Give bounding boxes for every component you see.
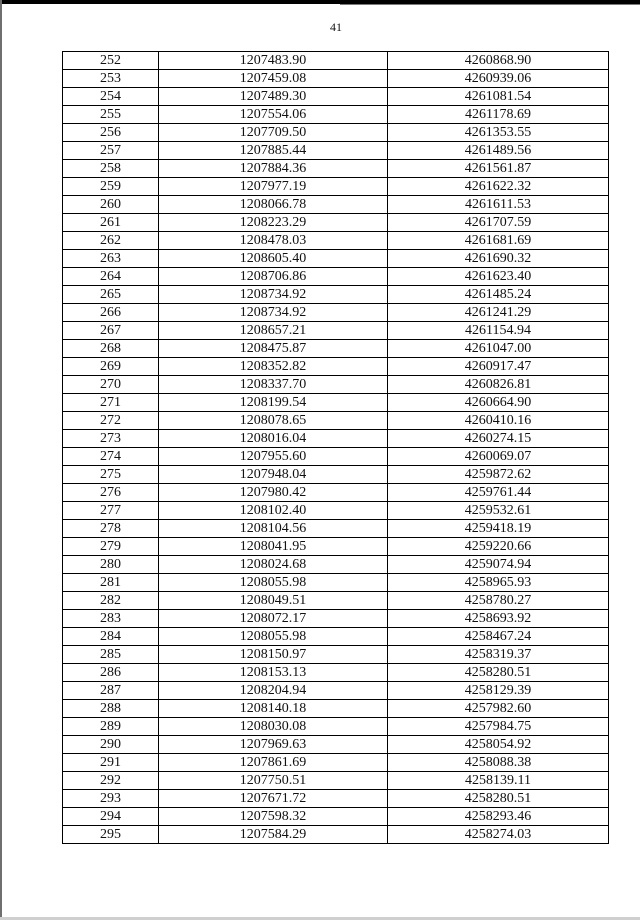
x-coordinate-cell: 1207584.29 xyxy=(159,826,388,844)
x-coordinate-cell: 1208049.51 xyxy=(159,592,388,610)
table-row xyxy=(63,718,609,736)
point-number-cell: 290 xyxy=(63,736,159,754)
y-coordinate-cell: 4261178.69 xyxy=(388,106,609,124)
y-coordinate-cell: 4260664.90 xyxy=(388,394,609,412)
y-coordinate-cell: 4261154.94 xyxy=(388,322,609,340)
point-number-cell: 280 xyxy=(63,556,159,574)
y-coordinate-cell: 4258693.92 xyxy=(388,610,609,628)
x-coordinate-cell: 1207709.50 xyxy=(159,124,388,142)
point-number-cell: 295 xyxy=(63,826,159,844)
x-coordinate-cell: 1208072.17 xyxy=(159,610,388,628)
y-coordinate-cell: 4260917.47 xyxy=(388,358,609,376)
y-coordinate-cell: 4261623.40 xyxy=(388,268,609,286)
table-row xyxy=(63,250,609,268)
point-number-cell: 263 xyxy=(63,250,159,268)
coordinates-table-body xyxy=(63,52,609,844)
x-coordinate-cell: 1207750.51 xyxy=(159,772,388,790)
page-number: 41 xyxy=(330,20,342,34)
point-number-cell: 283 xyxy=(63,610,159,628)
y-coordinate-cell: 4258129.39 xyxy=(388,682,609,700)
x-coordinate-cell: 1207948.04 xyxy=(159,466,388,484)
y-coordinate-cell: 4259872.62 xyxy=(388,466,609,484)
table-row xyxy=(63,376,609,394)
table-row xyxy=(63,142,609,160)
y-coordinate-cell: 4261707.59 xyxy=(388,214,609,232)
y-coordinate-cell: 4261489.56 xyxy=(388,142,609,160)
point-number-cell: 274 xyxy=(63,448,159,466)
table-row xyxy=(63,826,609,844)
y-coordinate-cell: 4258088.38 xyxy=(388,754,609,772)
y-coordinate-cell: 4258274.03 xyxy=(388,826,609,844)
point-number-cell: 257 xyxy=(63,142,159,160)
x-coordinate-cell: 1208337.70 xyxy=(159,376,388,394)
x-coordinate-cell: 1207554.06 xyxy=(159,106,388,124)
x-coordinate-cell: 1208140.18 xyxy=(159,700,388,718)
point-number-cell: 254 xyxy=(63,88,159,106)
y-coordinate-cell: 4260868.90 xyxy=(388,52,609,70)
x-coordinate-cell: 1208657.21 xyxy=(159,322,388,340)
y-coordinate-cell: 4259532.61 xyxy=(388,502,609,520)
point-number-cell: 289 xyxy=(63,718,159,736)
y-coordinate-cell: 4258280.51 xyxy=(388,790,609,808)
table-row xyxy=(63,574,609,592)
x-coordinate-cell: 1207483.90 xyxy=(159,52,388,70)
x-coordinate-cell: 1207598.32 xyxy=(159,808,388,826)
point-number-cell: 292 xyxy=(63,772,159,790)
table-row xyxy=(63,628,609,646)
x-coordinate-cell: 1207885.44 xyxy=(159,142,388,160)
table-row xyxy=(63,160,609,178)
x-coordinate-cell: 1207977.19 xyxy=(159,178,388,196)
y-coordinate-cell: 4258293.46 xyxy=(388,808,609,826)
point-number-cell: 260 xyxy=(63,196,159,214)
point-number-cell: 267 xyxy=(63,322,159,340)
point-number-cell: 264 xyxy=(63,268,159,286)
point-number-cell: 291 xyxy=(63,754,159,772)
point-number-cell: 255 xyxy=(63,106,159,124)
y-coordinate-cell: 4258965.93 xyxy=(388,574,609,592)
point-number-cell: 256 xyxy=(63,124,159,142)
y-coordinate-cell: 4260069.07 xyxy=(388,448,609,466)
table-row xyxy=(63,214,609,232)
y-coordinate-cell: 4261690.32 xyxy=(388,250,609,268)
y-coordinate-cell: 4261241.29 xyxy=(388,304,609,322)
y-coordinate-cell: 4261622.32 xyxy=(388,178,609,196)
point-number-cell: 259 xyxy=(63,178,159,196)
x-coordinate-cell: 1208102.40 xyxy=(159,502,388,520)
y-coordinate-cell: 4261485.24 xyxy=(388,286,609,304)
point-number-cell: 269 xyxy=(63,358,159,376)
table-row xyxy=(63,736,609,754)
y-coordinate-cell: 4261047.00 xyxy=(388,340,609,358)
table-row xyxy=(63,808,609,826)
table-row xyxy=(63,700,609,718)
x-coordinate-cell: 1208605.40 xyxy=(159,250,388,268)
table-row xyxy=(63,286,609,304)
table-row xyxy=(63,178,609,196)
y-coordinate-cell: 4259074.94 xyxy=(388,556,609,574)
point-number-cell: 253 xyxy=(63,70,159,88)
point-number-cell: 266 xyxy=(63,304,159,322)
table-row xyxy=(63,394,609,412)
table-row xyxy=(63,430,609,448)
table-row xyxy=(63,88,609,106)
table-row xyxy=(63,304,609,322)
point-number-cell: 268 xyxy=(63,340,159,358)
y-coordinate-cell: 4260939.06 xyxy=(388,70,609,88)
table-row xyxy=(63,70,609,88)
table-row xyxy=(63,268,609,286)
y-coordinate-cell: 4261611.53 xyxy=(388,196,609,214)
y-coordinate-cell: 4257984.75 xyxy=(388,718,609,736)
table-row xyxy=(63,682,609,700)
coordinates-table xyxy=(62,51,609,844)
table-row xyxy=(63,592,609,610)
point-number-cell: 271 xyxy=(63,394,159,412)
x-coordinate-cell: 1208478.03 xyxy=(159,232,388,250)
y-coordinate-cell: 4261561.87 xyxy=(388,160,609,178)
x-coordinate-cell: 1207861.69 xyxy=(159,754,388,772)
y-coordinate-cell: 4258054.92 xyxy=(388,736,609,754)
point-number-cell: 278 xyxy=(63,520,159,538)
point-number-cell: 287 xyxy=(63,682,159,700)
point-number-cell: 252 xyxy=(63,52,159,70)
point-number-cell: 277 xyxy=(63,502,159,520)
x-coordinate-cell: 1208204.94 xyxy=(159,682,388,700)
x-coordinate-cell: 1207969.63 xyxy=(159,736,388,754)
x-coordinate-cell: 1208016.04 xyxy=(159,430,388,448)
table-row xyxy=(63,520,609,538)
table-row xyxy=(63,754,609,772)
point-number-cell: 286 xyxy=(63,664,159,682)
y-coordinate-cell: 4260274.15 xyxy=(388,430,609,448)
x-coordinate-cell: 1208734.92 xyxy=(159,304,388,322)
y-coordinate-cell: 4257982.60 xyxy=(388,700,609,718)
y-coordinate-cell: 4258319.37 xyxy=(388,646,609,664)
point-number-cell: 276 xyxy=(63,484,159,502)
point-number-cell: 272 xyxy=(63,412,159,430)
table-row xyxy=(63,340,609,358)
table-row xyxy=(63,610,609,628)
point-number-cell: 284 xyxy=(63,628,159,646)
y-coordinate-cell: 4261681.69 xyxy=(388,232,609,250)
scan-line-top-right xyxy=(340,4,640,5)
point-number-cell: 294 xyxy=(63,808,159,826)
point-number-cell: 293 xyxy=(63,790,159,808)
x-coordinate-cell: 1207955.60 xyxy=(159,448,388,466)
scan-edge-left xyxy=(0,0,2,920)
table-row xyxy=(63,358,609,376)
x-coordinate-cell: 1207459.08 xyxy=(159,70,388,88)
x-coordinate-cell: 1208104.56 xyxy=(159,520,388,538)
x-coordinate-cell: 1207884.36 xyxy=(159,160,388,178)
x-coordinate-cell: 1208078.65 xyxy=(159,412,388,430)
x-coordinate-cell: 1207671.72 xyxy=(159,790,388,808)
table-row xyxy=(63,790,609,808)
x-coordinate-cell: 1208153.13 xyxy=(159,664,388,682)
x-coordinate-cell: 1208475.87 xyxy=(159,340,388,358)
table-row xyxy=(63,646,609,664)
point-number-cell: 275 xyxy=(63,466,159,484)
point-number-cell: 273 xyxy=(63,430,159,448)
x-coordinate-cell: 1208706.86 xyxy=(159,268,388,286)
y-coordinate-cell: 4258780.27 xyxy=(388,592,609,610)
point-number-cell: 281 xyxy=(63,574,159,592)
point-number-cell: 279 xyxy=(63,538,159,556)
point-number-cell: 262 xyxy=(63,232,159,250)
table-row xyxy=(63,502,609,520)
table-row xyxy=(63,772,609,790)
y-coordinate-cell: 4261081.54 xyxy=(388,88,609,106)
x-coordinate-cell: 1208150.97 xyxy=(159,646,388,664)
table-row xyxy=(63,196,609,214)
x-coordinate-cell: 1207489.30 xyxy=(159,88,388,106)
x-coordinate-cell: 1208066.78 xyxy=(159,196,388,214)
point-number-cell: 270 xyxy=(63,376,159,394)
table-row xyxy=(63,412,609,430)
y-coordinate-cell: 4259761.44 xyxy=(388,484,609,502)
y-coordinate-cell: 4259220.66 xyxy=(388,538,609,556)
table-row xyxy=(63,484,609,502)
x-coordinate-cell: 1208030.08 xyxy=(159,718,388,736)
point-number-cell: 265 xyxy=(63,286,159,304)
x-coordinate-cell: 1208352.82 xyxy=(159,358,388,376)
y-coordinate-cell: 4258280.51 xyxy=(388,664,609,682)
x-coordinate-cell: 1208199.54 xyxy=(159,394,388,412)
y-coordinate-cell: 4261353.55 xyxy=(388,124,609,142)
table-row xyxy=(63,322,609,340)
y-coordinate-cell: 4258467.24 xyxy=(388,628,609,646)
y-coordinate-cell: 4258139.11 xyxy=(388,772,609,790)
x-coordinate-cell: 1208055.98 xyxy=(159,628,388,646)
table-row xyxy=(63,106,609,124)
x-coordinate-cell: 1208223.29 xyxy=(159,214,388,232)
point-number-cell: 282 xyxy=(63,592,159,610)
x-coordinate-cell: 1208734.92 xyxy=(159,286,388,304)
table-row xyxy=(63,556,609,574)
x-coordinate-cell: 1207980.42 xyxy=(159,484,388,502)
y-coordinate-cell: 4259418.19 xyxy=(388,520,609,538)
point-number-cell: 285 xyxy=(63,646,159,664)
table-row xyxy=(63,52,609,70)
y-coordinate-cell: 4260826.81 xyxy=(388,376,609,394)
table-row xyxy=(63,232,609,250)
table-row xyxy=(63,466,609,484)
x-coordinate-cell: 1208041.95 xyxy=(159,538,388,556)
point-number-cell: 288 xyxy=(63,700,159,718)
table-row xyxy=(63,538,609,556)
table-row xyxy=(63,448,609,466)
point-number-cell: 258 xyxy=(63,160,159,178)
y-coordinate-cell: 4260410.16 xyxy=(388,412,609,430)
x-coordinate-cell: 1208055.98 xyxy=(159,574,388,592)
table-row xyxy=(63,664,609,682)
table-row xyxy=(63,124,609,142)
point-number-cell: 261 xyxy=(63,214,159,232)
x-coordinate-cell: 1208024.68 xyxy=(159,556,388,574)
